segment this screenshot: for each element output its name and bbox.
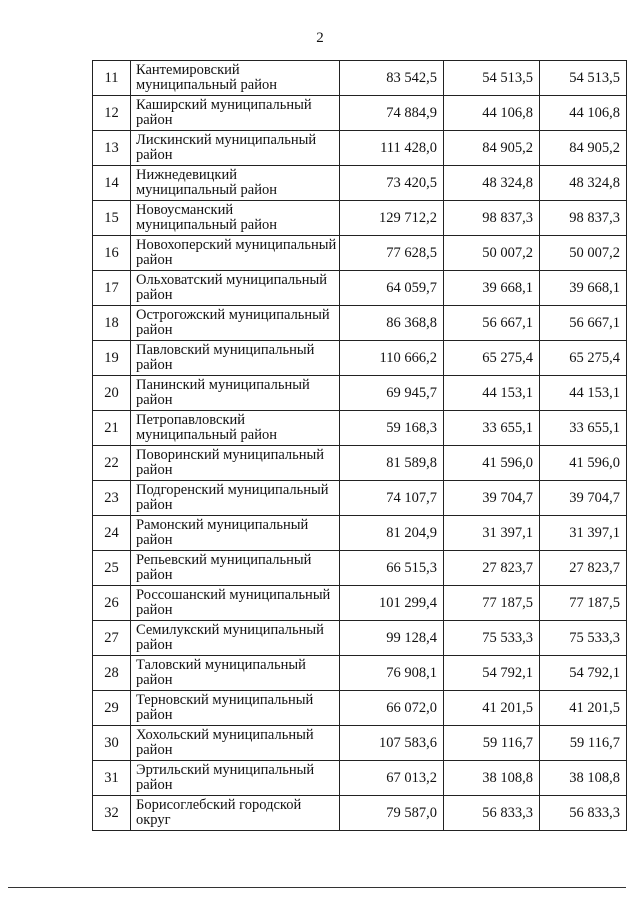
table-row xyxy=(93,166,627,201)
table-row xyxy=(93,96,627,131)
district-name-cell: Борисоглебский городской округ xyxy=(131,796,340,831)
value-1-cell: 76 908,1 xyxy=(340,656,444,691)
value-2-cell: 75 533,3 xyxy=(444,621,540,656)
value-1-cell: 79 587,0 xyxy=(340,796,444,831)
value-2-cell: 48 324,8 xyxy=(444,166,540,201)
table-row xyxy=(93,201,627,236)
municipal-table xyxy=(92,60,627,831)
value-3-cell: 50 007,2 xyxy=(540,236,627,271)
value-3-cell: 41 596,0 xyxy=(540,446,627,481)
value-3-cell: 84 905,2 xyxy=(540,131,627,166)
value-3-cell: 48 324,8 xyxy=(540,166,627,201)
value-1-cell: 83 542,5 xyxy=(340,61,444,96)
value-3-cell: 39 668,1 xyxy=(540,271,627,306)
table-row xyxy=(93,271,627,306)
row-number-cell: 31 xyxy=(93,761,131,796)
value-2-cell: 39 668,1 xyxy=(444,271,540,306)
district-name-cell: Россошанский муниципальный район xyxy=(131,586,340,621)
table-row xyxy=(93,761,627,796)
district-name-cell: Эртильский муниципальный район xyxy=(131,761,340,796)
value-1-cell: 86 368,8 xyxy=(340,306,444,341)
value-3-cell: 31 397,1 xyxy=(540,516,627,551)
value-2-cell: 41 596,0 xyxy=(444,446,540,481)
value-1-cell: 81 204,9 xyxy=(340,516,444,551)
value-2-cell: 41 201,5 xyxy=(444,691,540,726)
table-row xyxy=(93,516,627,551)
row-number-cell: 16 xyxy=(93,236,131,271)
value-1-cell: 64 059,7 xyxy=(340,271,444,306)
value-3-cell: 33 655,1 xyxy=(540,411,627,446)
row-number-cell: 25 xyxy=(93,551,131,586)
table-row xyxy=(93,796,627,831)
table-row xyxy=(93,726,627,761)
table-row xyxy=(93,236,627,271)
district-name-cell: Павловский муниципальный район xyxy=(131,341,340,376)
table-body xyxy=(93,61,627,831)
value-1-cell: 81 589,8 xyxy=(340,446,444,481)
district-name-cell: Лискинский муниципальный район xyxy=(131,131,340,166)
value-1-cell: 110 666,2 xyxy=(340,341,444,376)
row-number-cell: 23 xyxy=(93,481,131,516)
value-1-cell: 59 168,3 xyxy=(340,411,444,446)
value-2-cell: 56 833,3 xyxy=(444,796,540,831)
value-1-cell: 74 107,7 xyxy=(340,481,444,516)
value-2-cell: 33 655,1 xyxy=(444,411,540,446)
row-number-cell: 20 xyxy=(93,376,131,411)
row-number-cell: 13 xyxy=(93,131,131,166)
value-2-cell: 98 837,3 xyxy=(444,201,540,236)
value-2-cell: 54 792,1 xyxy=(444,656,540,691)
value-3-cell: 59 116,7 xyxy=(540,726,627,761)
value-3-cell: 44 153,1 xyxy=(540,376,627,411)
value-2-cell: 84 905,2 xyxy=(444,131,540,166)
value-1-cell: 67 013,2 xyxy=(340,761,444,796)
row-number-cell: 32 xyxy=(93,796,131,831)
value-2-cell: 44 106,8 xyxy=(444,96,540,131)
district-name-cell: Новохоперский муниципальный район xyxy=(131,236,340,271)
district-name-cell: Петропавловский муниципальный район xyxy=(131,411,340,446)
value-3-cell: 65 275,4 xyxy=(540,341,627,376)
row-number-cell: 24 xyxy=(93,516,131,551)
district-name-cell: Ольховатский муниципальный район xyxy=(131,271,340,306)
value-3-cell: 77 187,5 xyxy=(540,586,627,621)
value-3-cell: 56 833,3 xyxy=(540,796,627,831)
value-1-cell: 73 420,5 xyxy=(340,166,444,201)
district-name-cell: Репьевский муниципальный район xyxy=(131,551,340,586)
district-name-cell: Нижнедевицкий муниципальный район xyxy=(131,166,340,201)
district-name-cell: Каширский муниципальный район xyxy=(131,96,340,131)
district-name-cell: Кантемировский муниципальный район xyxy=(131,61,340,96)
value-3-cell: 39 704,7 xyxy=(540,481,627,516)
value-3-cell: 75 533,3 xyxy=(540,621,627,656)
value-2-cell: 39 704,7 xyxy=(444,481,540,516)
district-name-cell: Терновский муниципальный район xyxy=(131,691,340,726)
value-2-cell: 59 116,7 xyxy=(444,726,540,761)
value-3-cell: 38 108,8 xyxy=(540,761,627,796)
value-1-cell: 74 884,9 xyxy=(340,96,444,131)
row-number-cell: 29 xyxy=(93,691,131,726)
district-name-cell: Рамонский муниципальный район xyxy=(131,516,340,551)
table-row xyxy=(93,586,627,621)
value-2-cell: 50 007,2 xyxy=(444,236,540,271)
value-2-cell: 77 187,5 xyxy=(444,586,540,621)
row-number-cell: 17 xyxy=(93,271,131,306)
table-row xyxy=(93,131,627,166)
table-row xyxy=(93,691,627,726)
district-name-cell: Панинский муниципальный район xyxy=(131,376,340,411)
table-row xyxy=(93,656,627,691)
value-1-cell: 99 128,4 xyxy=(340,621,444,656)
row-number-cell: 21 xyxy=(93,411,131,446)
value-3-cell: 41 201,5 xyxy=(540,691,627,726)
row-number-cell: 22 xyxy=(93,446,131,481)
value-1-cell: 66 072,0 xyxy=(340,691,444,726)
row-number-cell: 11 xyxy=(93,61,131,96)
table-row xyxy=(93,481,627,516)
value-3-cell: 54 792,1 xyxy=(540,656,627,691)
row-number-cell: 26 xyxy=(93,586,131,621)
value-2-cell: 56 667,1 xyxy=(444,306,540,341)
value-3-cell: 56 667,1 xyxy=(540,306,627,341)
district-name-cell: Хохольский муниципальный район xyxy=(131,726,340,761)
district-name-cell: Новоусманский муниципальный район xyxy=(131,201,340,236)
value-2-cell: 27 823,7 xyxy=(444,551,540,586)
district-name-cell: Таловский муниципальный район xyxy=(131,656,340,691)
value-1-cell: 66 515,3 xyxy=(340,551,444,586)
district-name-cell: Острогожский муниципальный район xyxy=(131,306,340,341)
value-2-cell: 44 153,1 xyxy=(444,376,540,411)
footer-divider xyxy=(8,887,626,888)
value-2-cell: 31 397,1 xyxy=(444,516,540,551)
value-3-cell: 98 837,3 xyxy=(540,201,627,236)
table-row xyxy=(93,306,627,341)
table-row xyxy=(93,341,627,376)
row-number-cell: 30 xyxy=(93,726,131,761)
row-number-cell: 12 xyxy=(93,96,131,131)
table-row xyxy=(93,551,627,586)
page-number: 2 xyxy=(316,30,324,46)
value-1-cell: 69 945,7 xyxy=(340,376,444,411)
value-1-cell: 101 299,4 xyxy=(340,586,444,621)
row-number-cell: 19 xyxy=(93,341,131,376)
value-3-cell: 54 513,5 xyxy=(540,61,627,96)
table-row xyxy=(93,621,627,656)
row-number-cell: 27 xyxy=(93,621,131,656)
value-1-cell: 77 628,5 xyxy=(340,236,444,271)
row-number-cell: 18 xyxy=(93,306,131,341)
district-name-cell: Поворинский муниципальный район xyxy=(131,446,340,481)
table-row xyxy=(93,411,627,446)
district-name-cell: Подгоренский муниципальный район xyxy=(131,481,340,516)
row-number-cell: 15 xyxy=(93,201,131,236)
table-row xyxy=(93,61,627,96)
table-row xyxy=(93,446,627,481)
row-number-cell: 28 xyxy=(93,656,131,691)
value-1-cell: 107 583,6 xyxy=(340,726,444,761)
value-2-cell: 54 513,5 xyxy=(444,61,540,96)
row-number-cell: 14 xyxy=(93,166,131,201)
value-2-cell: 65 275,4 xyxy=(444,341,540,376)
value-1-cell: 129 712,2 xyxy=(340,201,444,236)
value-2-cell: 38 108,8 xyxy=(444,761,540,796)
table-row xyxy=(93,376,627,411)
district-name-cell: Семилукский муниципальный район xyxy=(131,621,340,656)
value-1-cell: 111 428,0 xyxy=(340,131,444,166)
value-3-cell: 27 823,7 xyxy=(540,551,627,586)
value-3-cell: 44 106,8 xyxy=(540,96,627,131)
